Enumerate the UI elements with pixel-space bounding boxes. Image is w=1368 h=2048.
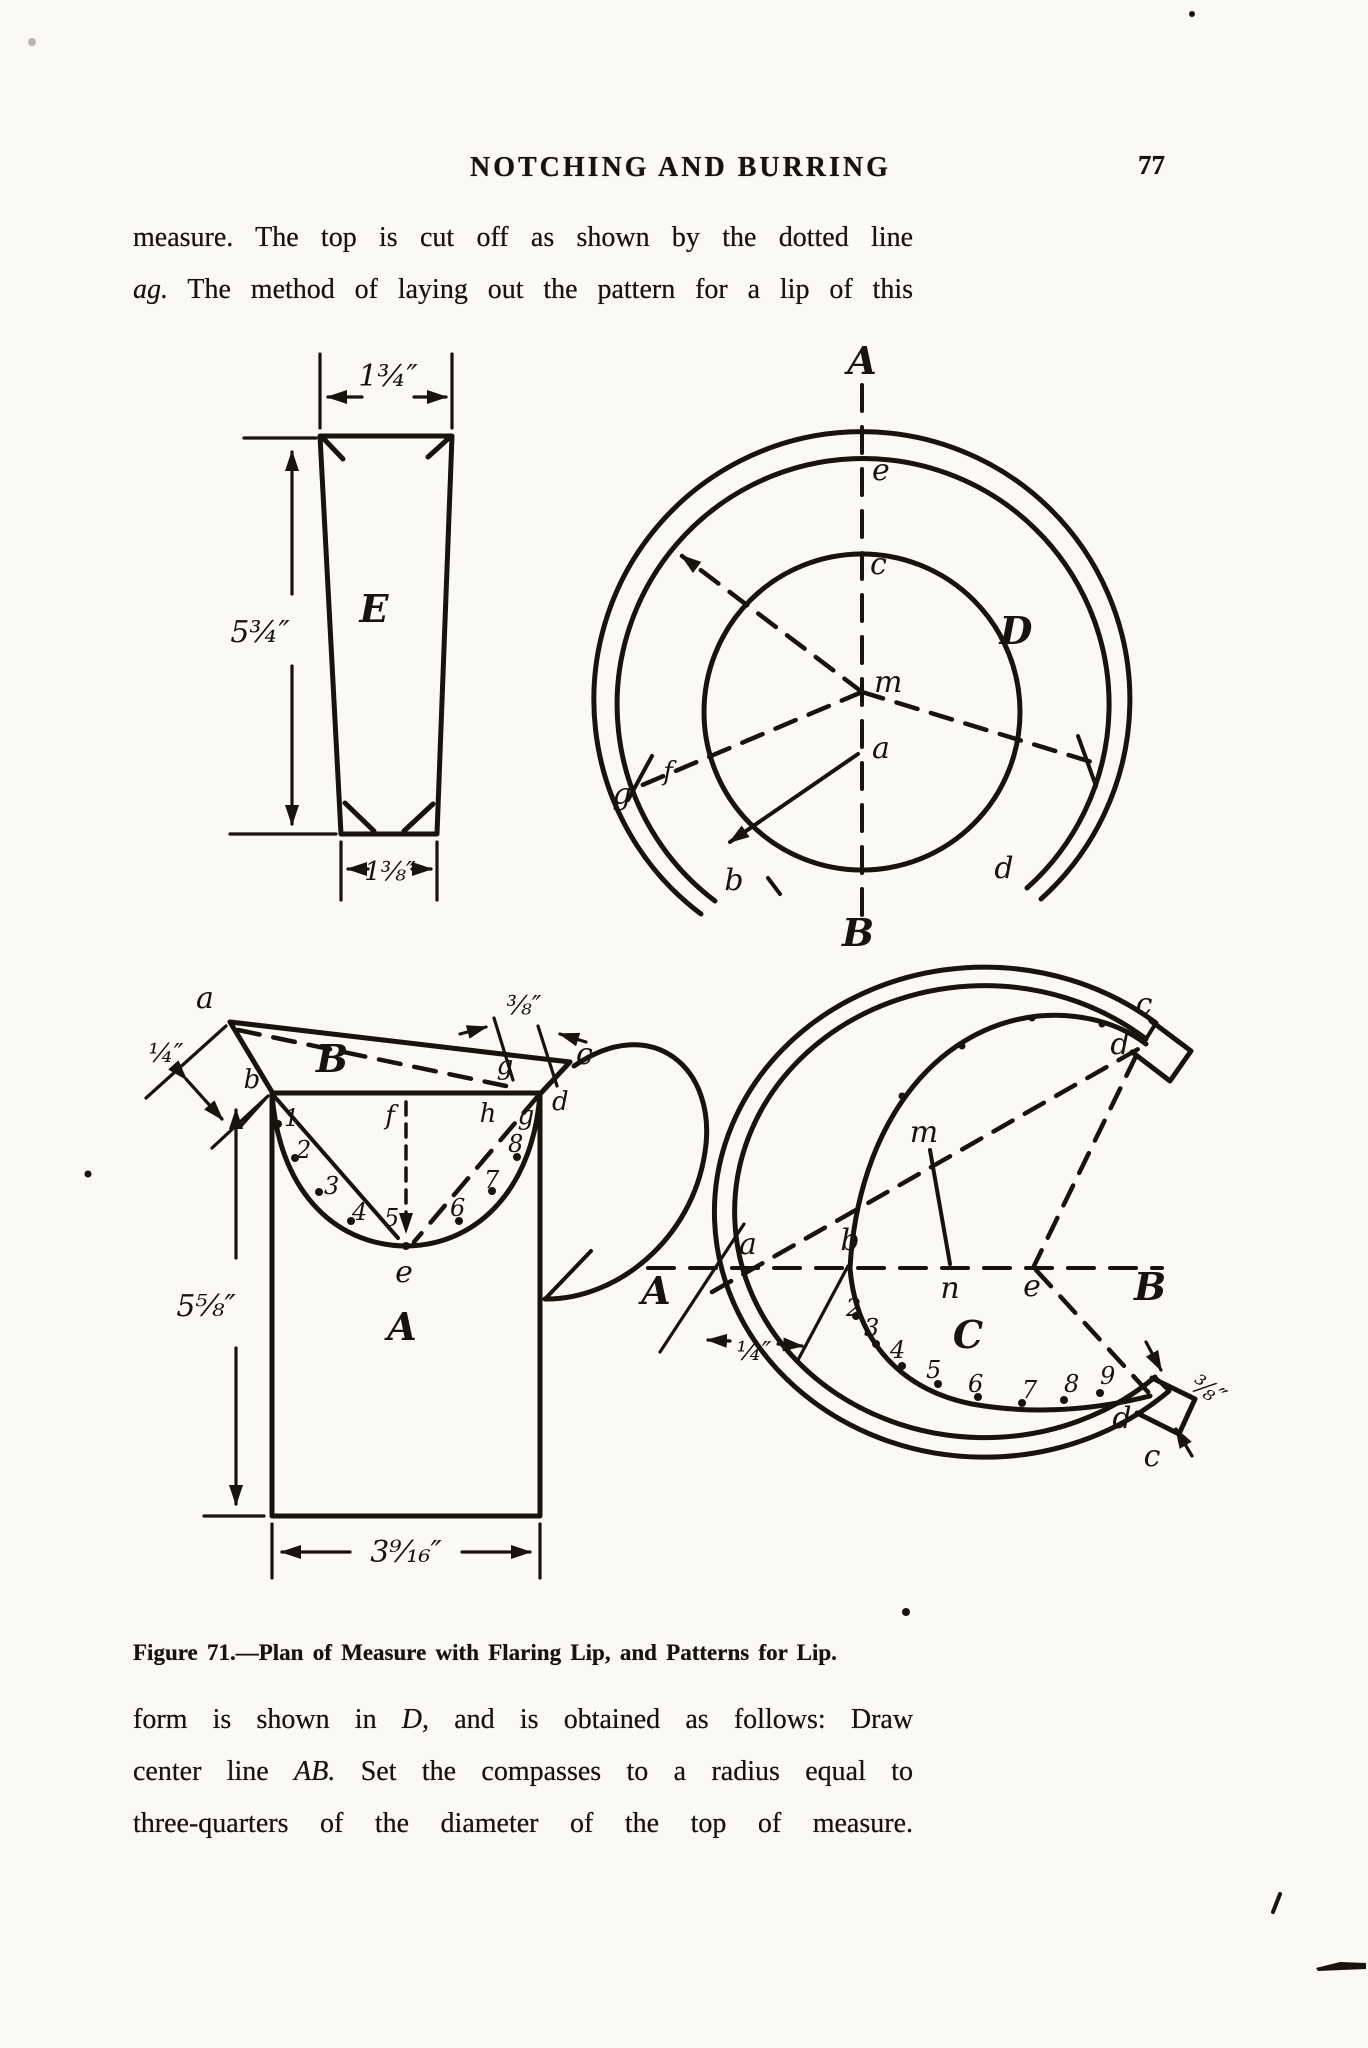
e-notch-bottom-left	[345, 803, 374, 831]
stray-apostrophe	[1273, 1894, 1280, 1912]
d-label-g: g	[612, 777, 632, 812]
c-top-dot-1	[899, 1093, 906, 1100]
a-label-c: c	[576, 1037, 593, 1072]
c-lip-dim-ext2	[798, 1266, 848, 1360]
c-label-A: A	[641, 1268, 671, 1313]
c-cut-dim-arrow-top	[1146, 1342, 1161, 1370]
d-line-a-b-arrow	[730, 754, 858, 842]
para1-l2-seg1-italic: ag.	[133, 274, 168, 305]
c-label-m: m	[909, 1115, 939, 1150]
c-cut-dim-label: ⅜″	[1185, 1369, 1231, 1414]
a-num-6: 6	[450, 1194, 466, 1222]
a-lip-dim-label: ¼″	[148, 1039, 184, 1069]
para2-l2-seg2-italic: AB.	[294, 1756, 336, 1787]
a-num-2: 2	[296, 1136, 312, 1164]
a-cut-dim-ext2	[538, 1026, 557, 1086]
e-notch-top-right	[428, 438, 449, 457]
c-label-a: a	[739, 1227, 757, 1262]
a-handle-outline	[545, 1045, 707, 1299]
a-arc-dot-5	[402, 1242, 410, 1250]
a-label-h: h	[479, 1099, 497, 1129]
c-label-d-bot: d	[1112, 1401, 1132, 1436]
c-label-b: b	[840, 1223, 860, 1258]
c-bot-dot-9	[1096, 1389, 1104, 1397]
c-lip-dim-arrow-left	[708, 1340, 730, 1341]
pattern-d	[594, 338, 1130, 955]
c-num-5: 5	[926, 1356, 942, 1384]
para2-l2-seg3: Set the compasses to a radius equal to	[360, 1756, 914, 1787]
a-arc-dot-3	[315, 1188, 323, 1196]
para1-line2	[133, 270, 913, 310]
c-line-m-to-n	[930, 1150, 950, 1264]
blank-pattern-e	[230, 354, 452, 900]
para2-l2-seg1: center line	[133, 1756, 269, 1787]
d-label-d: d	[994, 851, 1014, 886]
figure-caption: Figure 71.—Plan of Measure with Flaring Lip, and Patterns for Lip.	[133, 1640, 837, 1665]
c-label-n: n	[940, 1271, 960, 1306]
a-label-B: B	[315, 1036, 349, 1081]
a-lip-top-edge	[230, 1022, 570, 1062]
para2-l1-seg3: and is obtained as follows:	[454, 1704, 826, 1735]
d-label-e: e	[872, 453, 890, 488]
speck-top-left	[28, 38, 36, 46]
d-label-B: B	[841, 910, 875, 955]
c-lip-dim-label: ¼″	[736, 1337, 772, 1367]
c-label-e: e	[1023, 1269, 1041, 1304]
lip-pattern-c	[638, 967, 1231, 1474]
d-label-c: c	[870, 547, 887, 582]
d-label-a: a	[872, 731, 890, 766]
para2-l1-seg1: form is shown in	[133, 1704, 377, 1735]
measure-plan-a	[146, 981, 707, 1578]
speck-above-caption	[902, 1608, 910, 1616]
a-cut-dim-arrow-left	[460, 1027, 486, 1034]
a-num-5: 5	[384, 1204, 400, 1232]
e-notch-top-left	[323, 438, 343, 459]
c-label-d-top: d	[1110, 1027, 1130, 1062]
a-label-A: A	[387, 1304, 417, 1349]
a-left-dim-label: 5⅝″	[176, 1289, 236, 1324]
c-num-9: 9	[1100, 1362, 1116, 1390]
a-left-dim-leader	[241, 1098, 266, 1126]
a-label-a: a	[196, 981, 214, 1016]
c-label-c-top: c	[1135, 987, 1153, 1022]
a-label-g2: g	[517, 1101, 535, 1131]
para2-l3-seg1: three-quarters of the diameter of the top of measure.	[133, 1808, 913, 1839]
a-num-4: 4	[352, 1198, 368, 1226]
a-num-8: 8	[508, 1130, 524, 1158]
a-label-e: e	[395, 1255, 413, 1290]
a-arc-dot-1	[274, 1120, 282, 1128]
c-label-B: B	[1133, 1264, 1167, 1309]
a-label-b: b	[243, 1065, 261, 1095]
a-label-d: d	[552, 1087, 569, 1117]
d-label-m: m	[874, 665, 903, 700]
c-lip-dim-ext1	[660, 1224, 744, 1352]
para1-line1	[133, 218, 913, 258]
para1-l1-seg2: The top is cut off as shown by the dotted line	[255, 222, 913, 253]
a-num-3: 3	[324, 1172, 340, 1200]
e-outline	[320, 436, 452, 834]
c-num-8: 8	[1064, 1370, 1080, 1398]
a-num-7: 7	[484, 1166, 500, 1194]
c-label-c-bot: c	[1143, 1439, 1161, 1474]
e-label: E	[359, 586, 389, 631]
para2-l1-seg2-italic: D,	[401, 1704, 430, 1735]
d-line-m-lower-right	[862, 692, 1098, 764]
para1-l1-seg1: measure.	[133, 222, 234, 253]
c-inner-top-arc	[850, 1015, 1146, 1268]
c-num-4: 4	[890, 1336, 906, 1364]
a-bottom-dim-label: 3⁹⁄₁₆″	[370, 1535, 442, 1570]
c-num-2: 2	[846, 1294, 862, 1322]
a-num-1: 1	[284, 1104, 300, 1132]
c-label-C: C	[952, 1312, 984, 1357]
c-cut-dim-arrow-bottom	[1176, 1429, 1192, 1456]
c-lip-dim-arrow-right	[778, 1344, 802, 1346]
d-label-D: D	[999, 608, 1033, 653]
para1-l2-seg2: The method of laying out the pattern for a lip of this	[187, 274, 913, 305]
page-number: 77	[1138, 150, 1165, 180]
c-top-dot-4	[1099, 1021, 1106, 1028]
para2-line1	[133, 1700, 913, 1740]
speck-left-margin	[85, 1171, 92, 1178]
c-num-7: 7	[1022, 1376, 1038, 1404]
d-outer-arc	[594, 432, 1130, 914]
c-num-3: 3	[864, 1314, 880, 1342]
c-dashed-e-to-tab	[1036, 1270, 1148, 1392]
c-tab-top	[1132, 1021, 1191, 1081]
d-label-f: f	[663, 757, 673, 787]
para2-l1-seg4: Draw	[850, 1704, 914, 1735]
c-num-6: 6	[968, 1370, 984, 1398]
para2-line3	[133, 1804, 913, 1844]
e-notch-bottom-right	[404, 804, 433, 831]
d-stray-tick	[768, 878, 780, 894]
c-top-dot-3	[1029, 1015, 1036, 1022]
para2-line2	[133, 1752, 913, 1792]
e-dim-bottom-label: 1⅜″	[364, 857, 416, 887]
e-dim-left-label: 5¾″	[230, 615, 290, 650]
a-cut-dim-label: ⅜″	[506, 991, 542, 1021]
e-dim-top-label: 1¾″	[358, 359, 418, 394]
d-label-b: b	[724, 863, 744, 898]
a-label-g1: g	[496, 1051, 514, 1081]
a-label-f: f	[385, 1101, 395, 1131]
stray-ink-dash	[1316, 1962, 1366, 1971]
c-top-dot-2	[959, 1043, 966, 1050]
running-header-title: NOTCHING AND BURRING	[470, 152, 891, 183]
speck-top-right	[1189, 11, 1195, 17]
c-dashed-d-to-e	[1034, 1056, 1136, 1266]
a-lip-dim-arrows	[186, 1079, 222, 1119]
d-label-A: A	[847, 338, 877, 383]
